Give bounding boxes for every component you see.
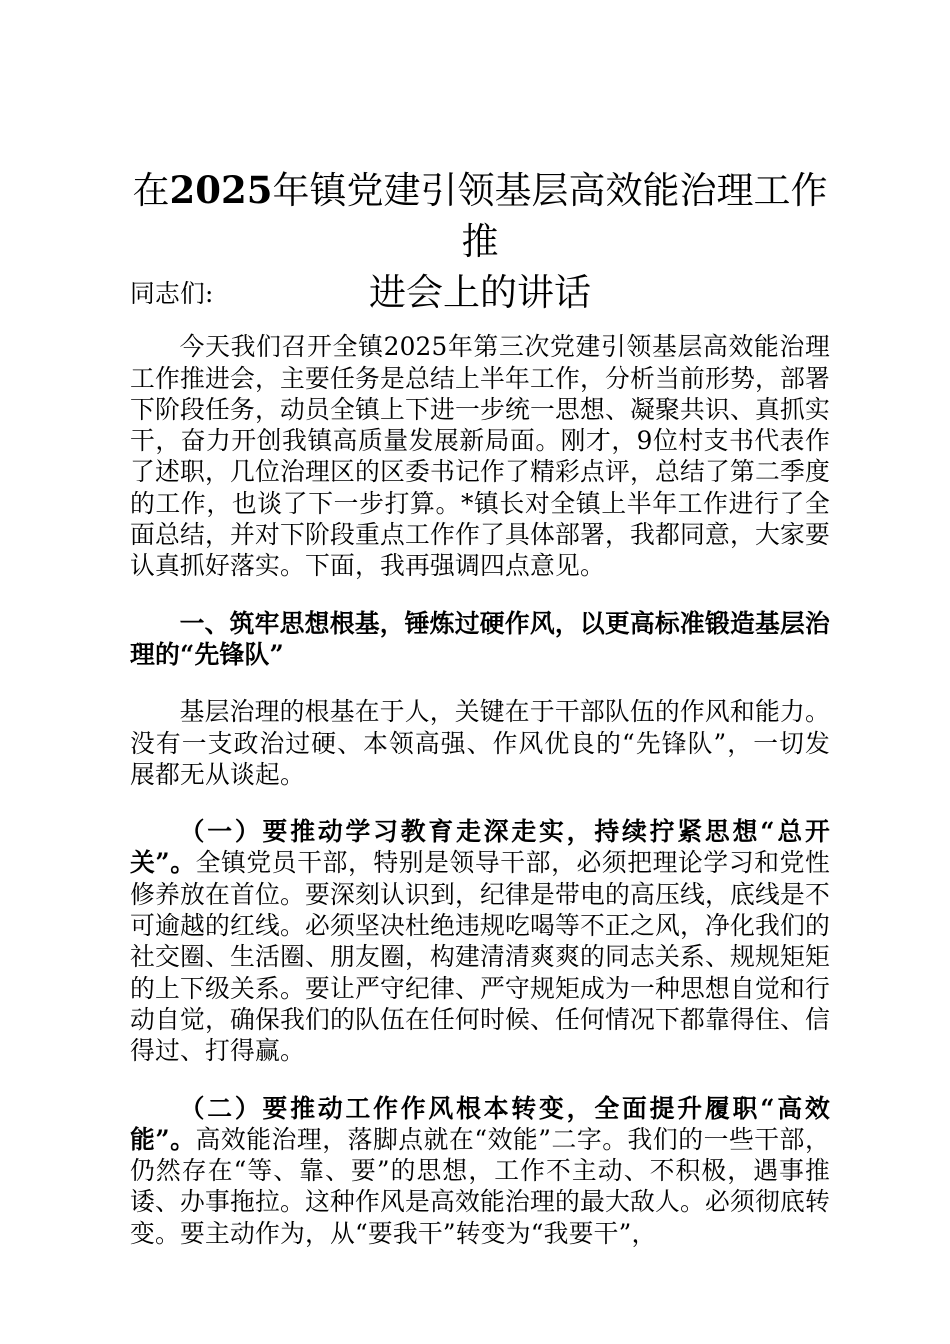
section1-intro-paragraph: 基层治理的根基在于人，关键在于干部队伍的作风和能力。没有一支政治过硬、本领高强、作风优良的“先锋队”，一切发展都无从谈起。 <box>130 697 830 789</box>
title-year: 2025 <box>169 168 273 212</box>
title-line1-rest: 年镇党建引领基层高效能治理工作推 <box>272 169 828 263</box>
subsection1-text: 全镇党员干部，特别是领导干部，必须把理论学习和党性修养放在首位。要深刻认识到，纪律是带电的高压线，底线是不可逾越的红线。必须坚决杜绝违规吃喝等不正之风，净化我们的社交圈、生活圈、朋友圈，构建清清爽爽的同志关系、规规矩矩的上下级关系。要让严守纪律、严守规矩成为一种思想自觉和行动自觉，确保我们的队伍在任何时候、任何情况下都靠得住、信得过、打得赢。 <box>130 848 830 1066</box>
intro-paragraph: 今天我们召开全镇2025年第三次党建引领基层高效能治理工作推进会，主要任务是总结上半年工作，分析当前形势，部署下阶段任务，动员全镇上下进一步统一思想、凝聚共识、真抓实干，奋力开创我镇高质量发展新局面。刚才，9位村支书代表作了述职，几位治理区的区委书记作了精彩点评，总结了第二季度的工作，也谈了下一步打算。*镇长对全镇上半年工作进行了全面总结，并对下阶段重点工作作了具体部署，我都同意，大家要认真抓好落实。下面，我再强调四点意见。 <box>130 332 830 581</box>
subsection2-paragraph <box>130 1093 830 1249</box>
title-line2: 进会上的讲话 <box>369 271 591 314</box>
title-prefix: 在 <box>132 169 170 212</box>
subsection2-lead: （二）要推动工作作风根本转变，全面提升履职“高效能”。 <box>130 1093 830 1154</box>
document-body <box>130 278 830 1249</box>
subsection2-text: 高效能治理，落脚点就在“效能”二字。我们的一些干部，仍然存在“等、靠、要”的思想，工作不主动、不积极，遇事推诿、办事拖拉。这种作风是高效能治理的最大敌人。必须彻底转变。要主动作为，从“要我干”转变为“我要干”， <box>130 1124 830 1248</box>
salutation: 同志们: <box>130 279 214 308</box>
subsection1-paragraph <box>130 816 830 1066</box>
section1-heading: 一、筑牢思想根基，锤炼过硬作风，以更高标准锻造基层治理的“先锋队” <box>130 608 830 669</box>
subsection1-lead: （一）要推动学习教育走深走实，持续拧紧思想“总开关”。 <box>130 817 830 878</box>
